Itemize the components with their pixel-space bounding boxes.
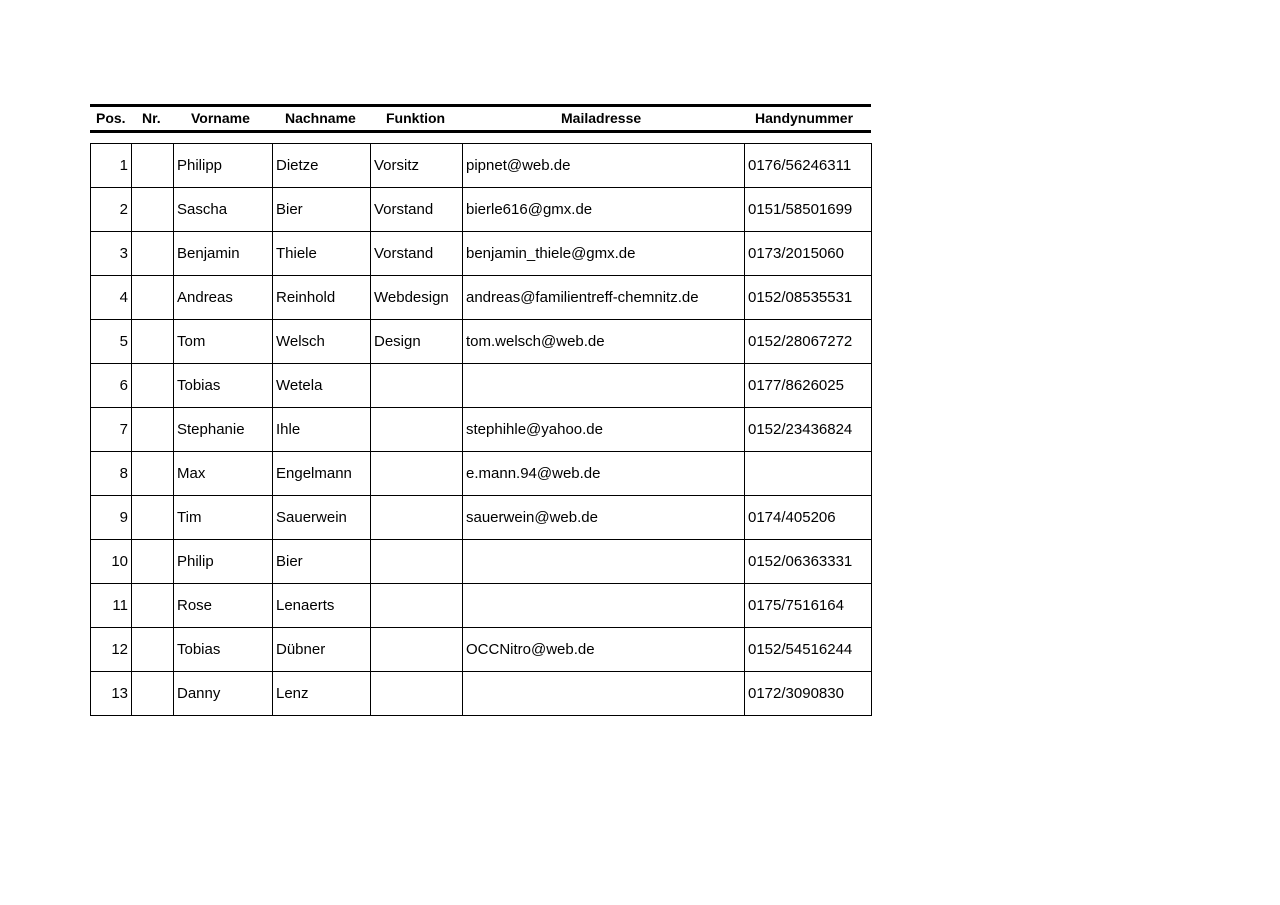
pos-cell: 10 <box>91 540 132 584</box>
nachname-cell: Reinhold <box>273 276 371 320</box>
mail-cell: OCCNitro@web.de <box>463 628 745 672</box>
funktion-cell <box>371 672 463 716</box>
pos-cell: 12 <box>91 628 132 672</box>
table-row <box>91 276 872 320</box>
table-row <box>91 496 872 540</box>
pos-cell: 2 <box>91 188 132 232</box>
funktion-cell: Vorsitz <box>371 144 463 188</box>
vorname-cell: Danny <box>174 672 273 716</box>
header-funktion: Funktion <box>386 110 446 126</box>
handy-cell <box>745 452 872 496</box>
nr-cell <box>132 496 174 540</box>
vorname-cell: Benjamin <box>174 232 273 276</box>
funktion-cell: Design <box>371 320 463 364</box>
table-row <box>91 144 872 188</box>
vorname-cell: Tim <box>174 496 273 540</box>
nachname-cell: Sauerwein <box>273 496 371 540</box>
pos-cell: 9 <box>91 496 132 540</box>
pos-cell: 7 <box>91 408 132 452</box>
nachname-cell: Welsch <box>273 320 371 364</box>
mail-cell: stephihle@yahoo.de <box>463 408 745 452</box>
mail-cell: bierle616@gmx.de <box>463 188 745 232</box>
mail-cell: benjamin_thiele@gmx.de <box>463 232 745 276</box>
header-handy: Handynummer <box>755 110 854 126</box>
table-row <box>91 188 872 232</box>
nachname-cell: Lenz <box>273 672 371 716</box>
vorname-cell: Max <box>174 452 273 496</box>
pos-cell: 4 <box>91 276 132 320</box>
funktion-cell <box>371 496 463 540</box>
nr-cell <box>132 452 174 496</box>
table-row <box>91 320 872 364</box>
nachname-cell: Bier <box>273 540 371 584</box>
table-row <box>91 584 872 628</box>
nr-cell <box>132 144 174 188</box>
handy-cell: 0174/405206 <box>745 496 872 540</box>
handy-cell: 0152/54516244 <box>745 628 872 672</box>
header-pos: Pos. <box>96 110 126 126</box>
funktion-cell: Vorstand <box>371 232 463 276</box>
handy-cell: 0172/3090830 <box>745 672 872 716</box>
handy-cell: 0173/2015060 <box>745 232 872 276</box>
nachname-cell: Wetela <box>273 364 371 408</box>
mail-cell <box>463 540 745 584</box>
mail-cell <box>463 672 745 716</box>
handy-cell: 0152/23436824 <box>745 408 872 452</box>
header-nr: Nr. <box>142 110 161 126</box>
nr-cell <box>132 276 174 320</box>
vorname-cell: Philip <box>174 540 273 584</box>
funktion-cell <box>371 452 463 496</box>
funktion-cell <box>371 584 463 628</box>
handy-cell: 0151/58501699 <box>745 188 872 232</box>
handy-cell: 0152/06363331 <box>745 540 872 584</box>
nr-cell <box>132 188 174 232</box>
pos-cell: 1 <box>91 144 132 188</box>
handy-cell: 0152/08535531 <box>745 276 872 320</box>
pos-cell: 8 <box>91 452 132 496</box>
nr-cell <box>132 320 174 364</box>
table-row <box>91 672 872 716</box>
table-header <box>90 104 871 133</box>
mail-cell: e.mann.94@web.de <box>463 452 745 496</box>
nachname-cell: Dietze <box>273 144 371 188</box>
table-row <box>91 540 872 584</box>
vorname-cell: Sascha <box>174 188 273 232</box>
pos-cell: 6 <box>91 364 132 408</box>
mail-cell <box>463 584 745 628</box>
nr-cell <box>132 584 174 628</box>
nachname-cell: Thiele <box>273 232 371 276</box>
pos-cell: 5 <box>91 320 132 364</box>
nr-cell <box>132 408 174 452</box>
funktion-cell <box>371 540 463 584</box>
nr-cell <box>132 232 174 276</box>
vorname-cell: Tom <box>174 320 273 364</box>
mail-cell: sauerwein@web.de <box>463 496 745 540</box>
nachname-cell: Engelmann <box>273 452 371 496</box>
funktion-cell <box>371 408 463 452</box>
pos-cell: 11 <box>91 584 132 628</box>
nr-cell <box>132 540 174 584</box>
nachname-cell: Lenaerts <box>273 584 371 628</box>
nachname-cell: Bier <box>273 188 371 232</box>
pos-cell: 13 <box>91 672 132 716</box>
mail-cell: andreas@familientreff-chemnitz.de <box>463 276 745 320</box>
header-mail: Mailadresse <box>561 110 642 126</box>
member-table <box>90 143 872 716</box>
table-row <box>91 232 872 276</box>
table-row <box>91 628 872 672</box>
header-nachname: Nachname <box>285 110 356 126</box>
handy-cell: 0177/8626025 <box>745 364 872 408</box>
nr-cell <box>132 628 174 672</box>
vorname-cell: Andreas <box>174 276 273 320</box>
handy-cell: 0176/56246311 <box>745 144 872 188</box>
mail-cell: pipnet@web.de <box>463 144 745 188</box>
funktion-cell: Vorstand <box>371 188 463 232</box>
nachname-cell: Dübner <box>273 628 371 672</box>
table-row <box>91 364 872 408</box>
nr-cell <box>132 364 174 408</box>
vorname-cell: Stephanie <box>174 408 273 452</box>
pos-cell: 3 <box>91 232 132 276</box>
mail-cell <box>463 364 745 408</box>
vorname-cell: Rose <box>174 584 273 628</box>
mail-cell: tom.welsch@web.de <box>463 320 745 364</box>
table-row <box>91 452 872 496</box>
vorname-cell: Tobias <box>174 628 273 672</box>
nr-cell <box>132 672 174 716</box>
vorname-cell: Philipp <box>174 144 273 188</box>
vorname-cell: Tobias <box>174 364 273 408</box>
table-row <box>91 408 872 452</box>
funktion-cell <box>371 364 463 408</box>
handy-cell: 0152/28067272 <box>745 320 872 364</box>
handy-cell: 0175/7516164 <box>745 584 872 628</box>
funktion-cell: Webdesign <box>371 276 463 320</box>
header-vorname: Vorname <box>191 110 250 126</box>
nachname-cell: Ihle <box>273 408 371 452</box>
funktion-cell <box>371 628 463 672</box>
